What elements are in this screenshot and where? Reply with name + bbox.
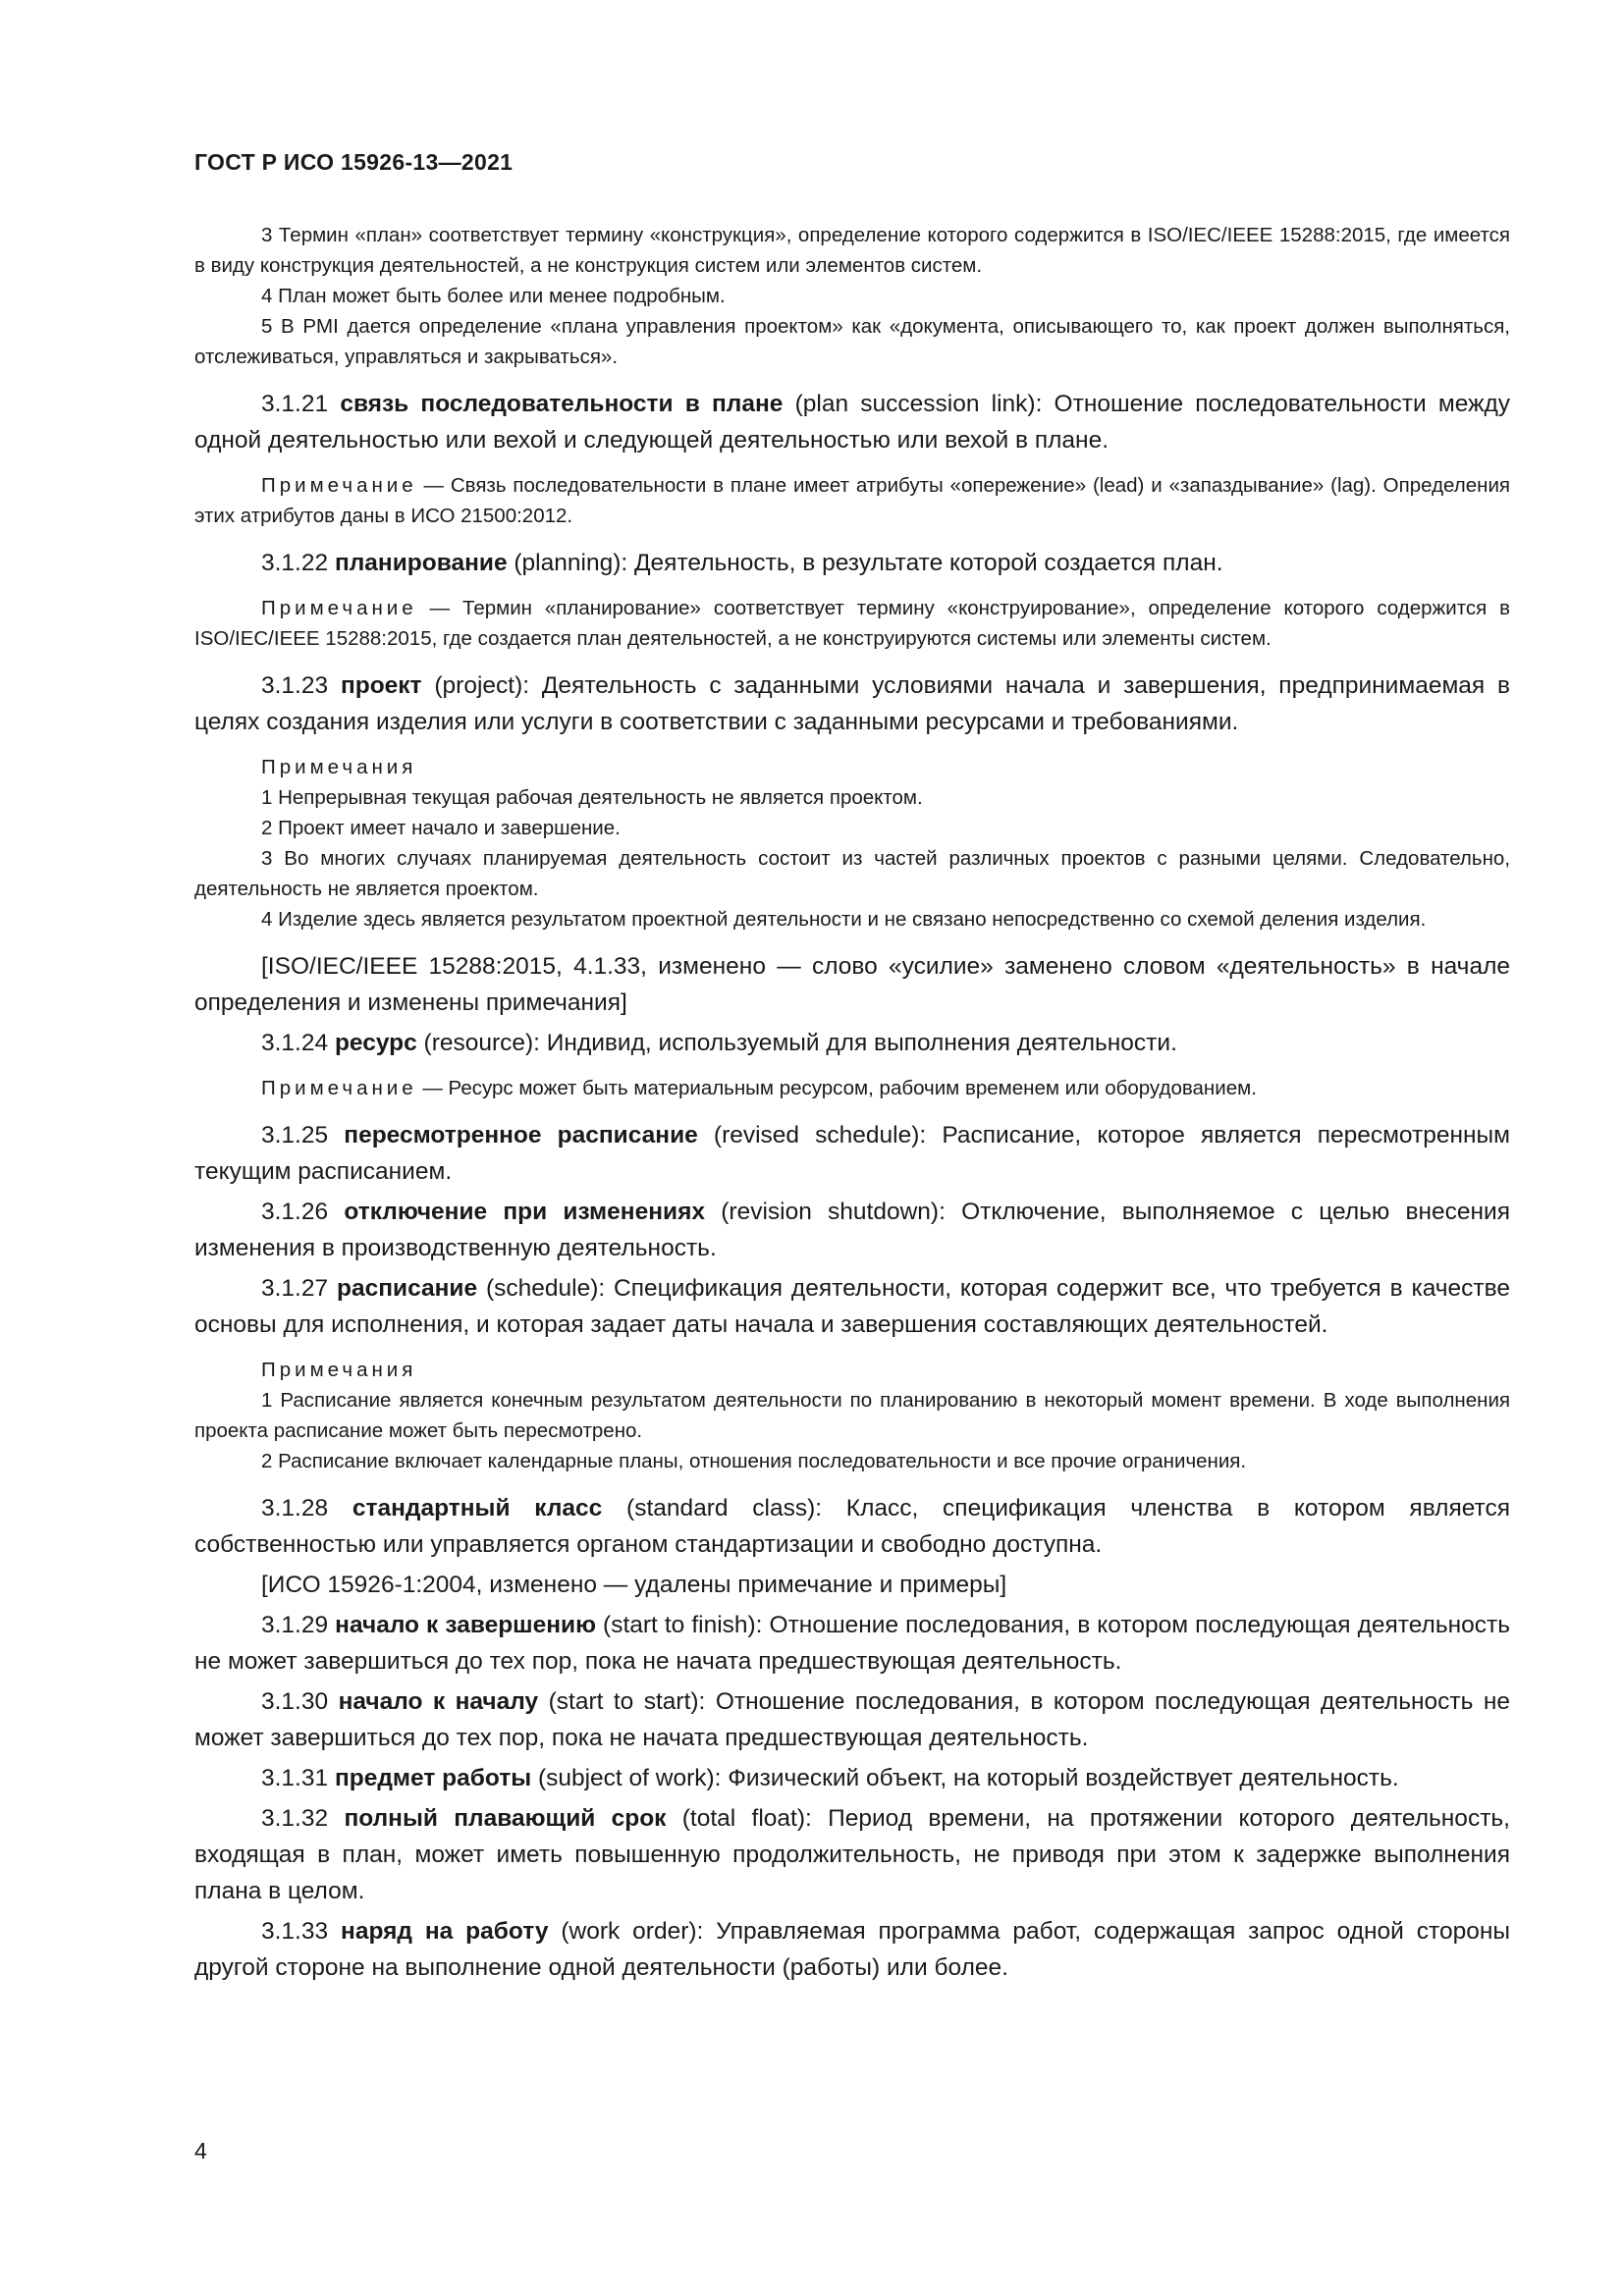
term-number: 3.1.30 — [261, 1688, 329, 1715]
term-number: 3.1.29 — [261, 1612, 329, 1638]
note-label: Примечание — [261, 1077, 417, 1099]
term-name: наряд на работу — [341, 1918, 549, 1945]
term-3-1-33 — [194, 1913, 1510, 1986]
page-number: 4 — [194, 2138, 207, 2163]
term-definition: (subject of work): Физический объект, на который воздействует деятельность. — [537, 1765, 1399, 1791]
term-3-1-25 — [194, 1117, 1510, 1190]
term-number: 3.1.23 — [261, 672, 329, 699]
notes-label: Примечания — [261, 1359, 417, 1381]
term-name: предмет работы — [334, 1765, 532, 1791]
note-text: — Термин «планирование» соответствует термину «конструирование», определение которого содержится в ISO/IEC/IEEE 15288:2015, где создается план деятельностей, а не конструируются системы или элементы систем. — [194, 597, 1510, 650]
term-3-1-30 — [194, 1683, 1510, 1756]
note-item: 1 Расписание является конечным результатом деятельности по планированию в некоторый момент времени. В ходе выполнения проекта расписание может быть пересмотрено. — [194, 1389, 1510, 1442]
term-definition: (start to finish): Отношение последования, в котором последующая деятельность не может завершиться до тех пор, пока не начата предшествующая деятельность. — [194, 1612, 1510, 1675]
term-3-1-23 — [194, 667, 1510, 740]
term-definition: (resource): Индивид, используемый для выполнения деятельности. — [423, 1030, 1177, 1056]
note-3-1-22 — [194, 593, 1510, 654]
note-item: 2 Проект имеет начало и завершение. — [261, 817, 621, 839]
term-3-1-24 — [194, 1025, 1510, 1061]
note-item: 2 Расписание включает календарные планы, отношения последовательности и все прочие ограничения. — [261, 1450, 1247, 1472]
term-number: 3.1.27 — [261, 1275, 329, 1302]
note-3-1-24 — [194, 1073, 1510, 1103]
term-name: начало к завершению — [335, 1612, 596, 1638]
term-3-1-22 — [194, 545, 1510, 581]
term-3-1-28 — [194, 1490, 1510, 1563]
term-number: 3.1.21 — [261, 391, 329, 417]
term-name: пересмотренное расписание — [344, 1122, 698, 1148]
term-number: 3.1.22 — [261, 550, 329, 576]
term-definition: (revision shutdown): Отключение, выполняемое с целью внесения изменения в производственную деятельность. — [194, 1199, 1511, 1261]
term-name: полный плавающий срок — [344, 1805, 667, 1832]
note-item: 4 Изделие здесь является результатом проектной деятельности и не связано непосредственно со схемой деления изделия. — [261, 908, 1427, 931]
term-number: 3.1.28 — [261, 1495, 329, 1522]
term-name: расписание — [337, 1275, 478, 1302]
term-name: отключение при изменениях — [344, 1199, 706, 1225]
term-name: планирование — [334, 550, 508, 576]
term-definition: (total float): Период времени, на протяжении которого деятельность, входящая в план, может иметь повышенную продолжительность, не приводя при этом к задержке выполнения плана в целом. — [194, 1805, 1510, 1904]
term-definition: (schedule): Спецификация деятельности, которая содержит все, что требуется в качестве основы для исполнения, и которая задает даты начала и завершения составляющих деятельностей. — [194, 1275, 1511, 1338]
term-number: 3.1.33 — [261, 1918, 329, 1945]
document-body — [194, 220, 1510, 1990]
notes-label: Примечания — [261, 756, 417, 778]
note-3-1-21 — [194, 470, 1510, 531]
term-3-1-21 — [194, 386, 1510, 458]
note-item: 3 Термин «план» соответствует термину «конструкция», определение которого содержится в ISO/IEC/IEEE 15288:2015, где имеется в виду конструкция деятельностей, а не конструкция систем или элементов систем. — [194, 224, 1510, 277]
note-text: — Ресурс может быть материальным ресурсом, рабочим временем или оборудованием. — [416, 1077, 1257, 1099]
term-name: начало к началу — [338, 1688, 539, 1715]
term-name: связь последовательности в плане — [340, 391, 784, 417]
term-definition: (project): Деятельность с заданными условиями начала и завершения, предпринимаемая в целях создания изделия или услуги в соответствии с заданными ресурсами и требованиями. — [194, 672, 1511, 735]
term-definition: (standard class): Класс, спецификация членства в котором является собственностью или управляется органом стандартизации и свободно доступна. — [194, 1495, 1510, 1558]
term-number: 3.1.24 — [261, 1030, 329, 1056]
source-reference-3-1-23: [ISO/IEC/IEEE 15288:2015, 4.1.33, изменено — слово «усилие» заменено словом «деятельность» в начале определения и изменены примечания] — [194, 953, 1510, 1016]
term-name: ресурс — [334, 1030, 417, 1056]
note-label: Примечание — [261, 474, 417, 497]
term-3-1-32 — [194, 1800, 1510, 1909]
term-definition: (planning): Деятельность, в результате которой создается план. — [514, 550, 1223, 576]
term-definition: (plan succession link): Отношение последовательности между одной деятельностью или вехой и следующей деятельностью или вехой в плане. — [194, 391, 1511, 454]
note-item: 3 Во многих случаях планируемая деятельность состоит из частей различных проектов с разными целями. Следовательно, деятельность не является проектом. — [194, 847, 1510, 900]
term-number: 3.1.32 — [261, 1805, 329, 1832]
term-number: 3.1.31 — [261, 1765, 329, 1791]
notes-3-1-27 — [194, 1355, 1510, 1476]
note-item: 5 В PMI дается определение «плана управления проектом» как «документа, описывающего то, как проект должен выполняться, отслеживаться, управляться и закрываться». — [194, 315, 1510, 368]
note-item: 4 План может быть более или менее подробным. — [261, 285, 726, 307]
term-name: стандартный класс — [352, 1495, 603, 1522]
term-number: 3.1.26 — [261, 1199, 329, 1225]
term-3-1-26 — [194, 1194, 1510, 1266]
term-3-1-27 — [194, 1270, 1510, 1343]
term-3-1-31 — [194, 1760, 1510, 1796]
term-definition: (start to start): Отношение последования, в котором последующая деятельность не может завершиться до тех пор, пока не начата предшествующая деятельность. — [194, 1688, 1510, 1751]
term-name: проект — [340, 672, 422, 699]
term-number: 3.1.25 — [261, 1122, 329, 1148]
source-reference-3-1-28: [ИСО 15926-1:2004, изменено — удалены примечание и примеры] — [261, 1572, 1007, 1598]
term-3-1-29 — [194, 1607, 1510, 1680]
term-definition: (revised schedule): Расписание, которое является пересмотренным текущим расписанием. — [194, 1122, 1511, 1185]
page-header-title: ГОСТ Р ИСО 15926-13—2021 — [194, 149, 514, 175]
note-text: — Связь последовательности в плане имеет атрибуты «опережение» (lead) и «запаздывание» (lag). Определения этих атрибутов даны в ИСО 21500:2012. — [194, 474, 1510, 527]
note-item: 1 Непрерывная текущая рабочая деятельность не является проектом. — [261, 786, 923, 809]
note-label: Примечание — [261, 597, 417, 619]
term-definition: (work order): Управляемая программа работ, содержащая запрос одной стороны другой стороне на выполнение одной деятельности (работы) или более. — [194, 1918, 1510, 1981]
notes-3-1-23 — [194, 752, 1510, 934]
intro-notes — [194, 220, 1510, 372]
